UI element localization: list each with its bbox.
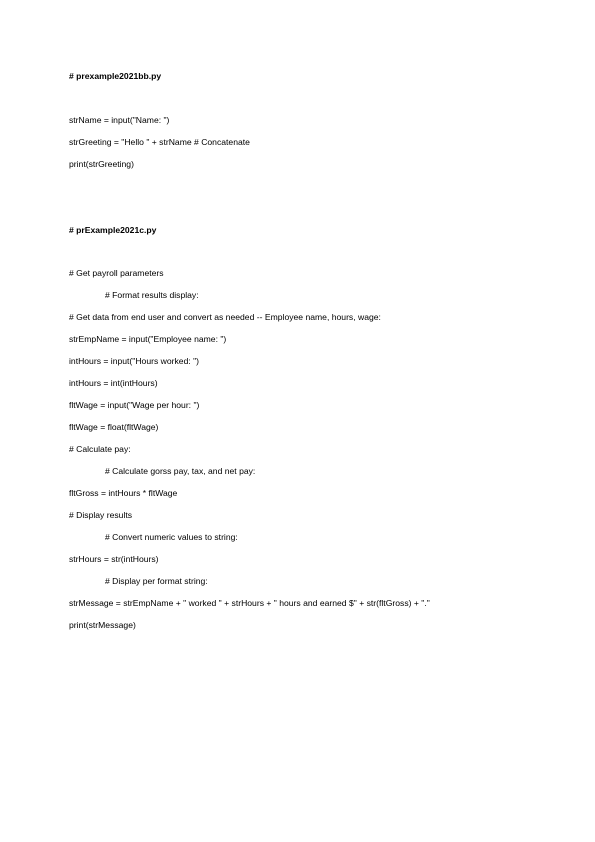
code-line: intHours = input("Hours worked: ") — [69, 356, 200, 366]
code-line: # Display per format string: — [105, 576, 208, 586]
code-line: strName = input("Name: ") — [69, 115, 170, 125]
code-line: strGreeting = "Hello " + strName # Concatenate — [69, 137, 250, 147]
code-line: print(strGreeting) — [69, 159, 134, 169]
code-line: # Calculate pay: — [69, 444, 131, 454]
code-line: # Get data from end user and convert as needed -- Employee name, hours, wage: — [69, 312, 381, 322]
section-heading: # prexample2021bb.py — [69, 71, 162, 81]
code-line: strHours = str(intHours) — [69, 554, 159, 564]
section-heading: # prExample2021c.py — [69, 225, 157, 235]
code-line: # Display results — [69, 510, 133, 520]
code-line: fltWage = input("Wage per hour: ") — [69, 400, 200, 410]
code-line: strEmpName = input("Employee name: ") — [69, 334, 227, 344]
code-line: fltWage = float(fltWage) — [69, 422, 159, 432]
code-line: # Format results display: — [105, 290, 199, 300]
code-line: fltGross = intHours * fltWage — [69, 488, 178, 498]
code-line: print(strMessage) — [69, 620, 136, 630]
code-line: # Get payroll parameters — [69, 268, 164, 278]
code-line: strMessage = strEmpName + " worked " + strHours + " hours and earned $" + str(fltGross) + "." — [69, 598, 430, 608]
code-line: # Convert numeric values to string: — [105, 532, 238, 542]
code-line: # Calculate gorss pay, tax, and net pay: — [105, 466, 256, 476]
code-line: intHours = int(intHours) — [69, 378, 158, 388]
